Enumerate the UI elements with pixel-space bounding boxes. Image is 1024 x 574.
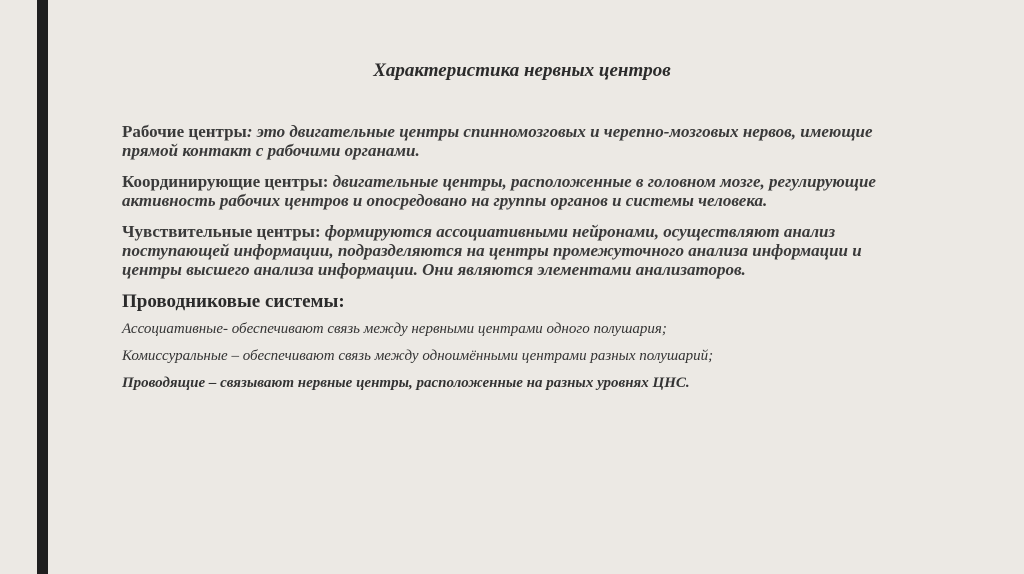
slide-title: Характеристика нервных центров	[373, 60, 671, 81]
section-description: двигательные центры, расположенные в головном мозге, регулирующие активность рабочих центров и опосредовано на группы органов и системы человека.	[122, 172, 876, 210]
conductive-systems-heading: Проводниковые системы:	[122, 291, 345, 312]
section-term: Координирующие центры:	[122, 172, 333, 191]
section-description: формируются ассоциативными нейронами, осуществляют анализ поступающей информации, подразделяются на центры промежуточного анализа информации и центры высшего анализа информации. Они являются элементами анализаторов.	[122, 222, 862, 279]
section-sensory-centers	[122, 222, 922, 279]
section-coordinating-centers	[122, 172, 922, 210]
section-term: Чувствительные центры:	[122, 222, 325, 241]
conductive-item-projection: Проводящие – связывают нервные центры, расположенные на разных уровнях ЦНС.	[122, 375, 690, 391]
section-working-centers	[122, 122, 922, 160]
left-accent-bar	[37, 0, 48, 574]
section-term: Рабочие центры	[122, 122, 247, 141]
slide-content	[122, 122, 922, 402]
conductive-item-commissural: Комиссуральные – обеспечивают связь между одноимёнными центрами разных полушарий;	[122, 348, 714, 364]
conductive-item-associative: Ассоциативные- обеспечивают связь между нервными центрами одного полушария;	[122, 321, 667, 337]
section-description: : это двигательные центры спинномозговых и черепно-мозговых нервов, имеющие прямой контакт с рабочими органами.	[122, 122, 873, 160]
